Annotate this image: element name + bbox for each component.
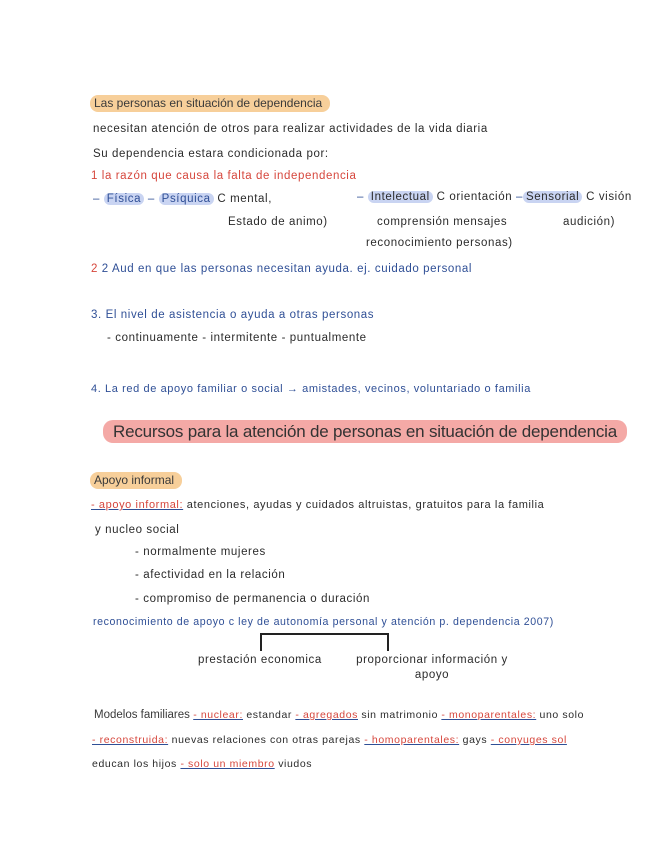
bullet-compromiso: - compromiso de permanencia o duración [135, 593, 371, 605]
vision-label: C visión [586, 191, 632, 203]
apoyo-informal-definition-cont: y nucleo social [95, 524, 180, 536]
estado-animo: Estado de animo) [228, 216, 328, 228]
sensorial-label: Sensorial [523, 191, 582, 203]
apoyo-informal-label: - apoyo informal: [91, 499, 184, 511]
modelos-line-3: educan los hijos - solo un miembro viudos [92, 758, 313, 770]
leaf-prestacion: prestación economica [198, 654, 322, 666]
condition-line: Su dependencia estara condicionada por: [93, 148, 329, 160]
section-heading-apoyo-informal: Apoyo informal [90, 474, 182, 486]
resources-title: Recursos para la atención de personas en situación de dependencia [103, 423, 627, 440]
bullet-mujeres: - normalmente mujeres [135, 546, 266, 558]
intro-line: necesitan atención de otros para realizar actividades de la vida diaria [93, 123, 488, 135]
comprension-mensajes: comprensión mensajes [377, 216, 508, 228]
intelectual-label: Intelectual [368, 191, 433, 203]
item1-types-row: – Física – Psíquica C mental, [93, 193, 273, 205]
item3-levels: - continuamente - intermitente - puntualmente [107, 332, 367, 344]
reconocimiento: reconocimiento personas) [366, 237, 513, 249]
tree-bracket [260, 633, 389, 651]
item3-title: 3. El nivel de asistencia o ayuda a otras personas [91, 309, 375, 321]
apoyo-informal-definition: - apoyo informal: atenciones, ayudas y cuidados altruistas, gratuitos para la familia [91, 499, 545, 511]
fisica-label: Física [104, 193, 144, 205]
psiquica-label: Psíquica [159, 193, 214, 205]
item2-line: 2 2 Aud en que las personas necesitan ayuda. ej. cuidado personal [91, 263, 473, 275]
audicion: audición) [563, 216, 616, 228]
mental-label: C mental, [217, 193, 273, 205]
law-line: reconocimiento de apoyo c ley de autonomía personal y atención p. dependencia 2007) [93, 616, 554, 628]
item1-types-row2: – Intelectual C orientación – Sensorial C visión [357, 191, 632, 203]
modelos-line-2: - reconstruida: nuevas relaciones con otras parejas - homoparentales: gays - conyuges sol [92, 734, 567, 746]
item4-line: 4. La red de apoyo familiar o social → amistades, vecinos, voluntariado o familia [91, 383, 531, 395]
section-heading-dependencia: Las personas en situación de dependencia [90, 97, 330, 109]
item2-number: 2 [91, 263, 102, 275]
item1-title: 1 la razón que causa la falta de independencia [91, 170, 357, 182]
modelos-label: Modelos familiares [94, 709, 190, 721]
modelos-line-1: Modelos familiares - nuclear: estandar - agregados sin matrimonio - monoparentales: uno solo [94, 709, 585, 721]
orientacion-label: C orientación [436, 191, 513, 203]
bullet-afectividad: - afectividad en la relación [135, 569, 286, 581]
leaf-proporcionar: proporcionar información y apoyo [356, 654, 508, 681]
